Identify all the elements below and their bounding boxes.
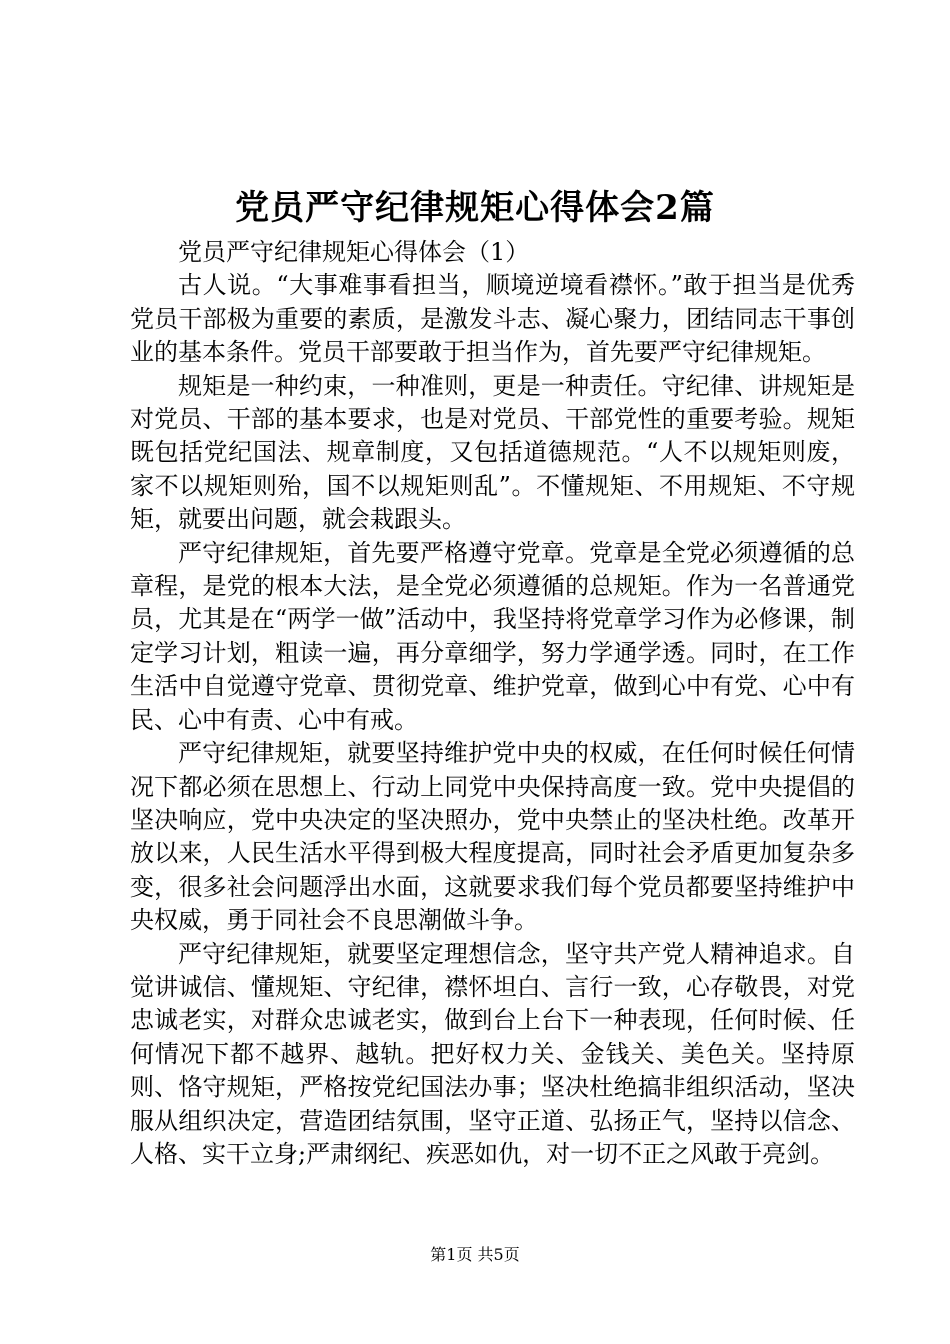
- page-footer: 第1页 共5页: [430, 1245, 520, 1264]
- paragraph: 严守纪律规矩，首先要严格遵守党章。党章是全党必须遵循的总章程，是党的根本大法，是全党必须遵循的总规矩。作为一名普通党员，尤其是在“两学一做”活动中，我坚持将党章学习作为必修课，制定学习计划，粗读一遍，再分章细学，努力学通学透。同时，在工作生活中自觉遵守党章、贯彻党章、维护党章，做到心中有党、心中有民、心中有责、心中有戒。: [130, 538, 855, 734]
- document-body: [130, 236, 855, 1171]
- paragraph: 严守纪律规矩，就要坚定理想信念，坚守共产党人精神追求。自觉讲诚信、懂规矩、守纪律，襟怀坦白、言行一致，心存敬畏，对党忠诚老实，对群众忠诚老实，做到台上台下一种表现，任何时候、任何情况下都不越界、越轨。把好权力关、金钱关、美色关。坚持原则、恪守规矩，严格按党纪国法办事；坚决杜绝搞非组织活动，坚决服从组织决定，营造团结氛围，坚守正道、弘扬正气，坚持以信念、人格、实干立身;严肃纲纪、疾恶如仇，对一切不正之风敢于亮剑。: [130, 939, 855, 1168]
- paragraph: 规矩是一种约束，一种准则，更是一种责任。守纪律、讲规矩是对党员、干部的基本要求，也是对党员、干部党性的重要考验。规矩既包括党纪国法、规章制度，又包括道德规范。“人不以规矩则废，家不以规矩则殆，国不以规矩则乱”。不懂规矩、不用规矩、不守规矩，就要出问题，就会栽跟头。: [130, 371, 855, 534]
- paragraph: 古人说。“大事难事看担当，顺境逆境看襟怀。”敢于担当是优秀党员干部极为重要的素质，是激发斗志、凝心聚力，团结同志干事创业的基本条件。党员干部要敢于担当作为，首先要严守纪律规矩。: [130, 271, 855, 367]
- paragraph: 严守纪律规矩，就要坚持维护党中央的权威，在任何时候任何情况下都必须在思想上、行动上同党中央保持高度一致。党中央提倡的坚决响应，党中央决定的坚决照办，党中央禁止的坚决杜绝。改革开放以来，人民生活水平得到极大程度提高，同时社会矛盾更加复杂多变，很多社会问题浮出水面，这就要求我们每个党员都要坚持维护中央权威，勇于同社会不良思潮做斗争。: [130, 739, 855, 935]
- document-title: 党员严守纪律规矩心得体会2篇: [235, 188, 715, 228]
- section-heading: 党员严守纪律规矩心得体会（1）: [178, 238, 530, 266]
